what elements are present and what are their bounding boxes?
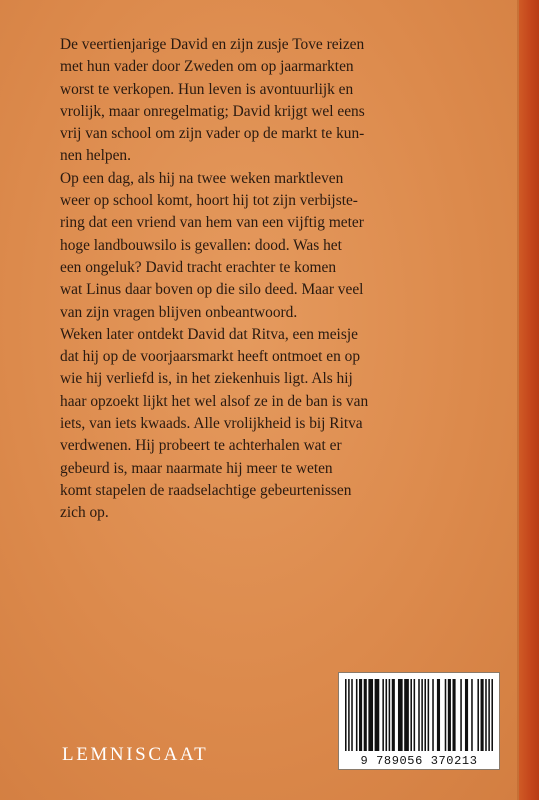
blurb-line: Op een dag, als hij na twee weken marktleven <box>60 169 344 187</box>
barcode-bar <box>481 679 484 751</box>
barcode-bar <box>389 679 391 751</box>
blurb-line: De veertienjarige David en zijn zusje Tove reizen <box>60 36 365 53</box>
barcode-bar <box>421 679 423 751</box>
barcode-bar <box>368 679 373 751</box>
barcode-bar <box>404 679 409 751</box>
barcode-bar <box>348 679 350 751</box>
barcode-bar <box>410 679 412 751</box>
barcode-bar <box>392 679 395 751</box>
blurb-line: gebeurd is, maar naarmate hij meer te weten <box>60 459 333 477</box>
barcode-bar <box>460 679 462 751</box>
blurb-line: zich op. <box>60 504 109 522</box>
barcode-bars <box>345 679 493 751</box>
barcode-bar <box>351 679 353 751</box>
barcode-bar <box>477 679 479 751</box>
barcode-bar <box>471 679 473 751</box>
blurb-line: worst te verkopen. Hun leven is avontuurlijk en <box>60 80 354 98</box>
blurb-line: iets, van iets kwaads. Alle vrolijkheid is bij Ritva <box>60 415 363 433</box>
blurb-line: van zijn vragen blijven onbeantwoord. <box>60 303 298 321</box>
barcode-bar <box>356 679 358 751</box>
blurb-line: vrolijk, maar onregelmatig; David krijgt wel eens <box>60 102 365 120</box>
blurb-line: wie hij verliefd is, in het ziekenhuis ligt. Als hij <box>60 370 353 388</box>
blurb-paragraph-1 <box>60 34 490 168</box>
blurb-line: een ongeluk? David tracht erachter te komen <box>60 258 337 276</box>
barcode-bar <box>424 679 426 751</box>
blurb-line: ring dat een vriend van hem van een vijftig meter <box>60 214 364 232</box>
barcode-bar <box>465 679 468 751</box>
barcode-bar <box>386 679 388 751</box>
barcode-bar <box>437 679 440 751</box>
isbn-number: 9 789056 370213 <box>360 754 478 768</box>
barcode-bar <box>445 679 447 751</box>
barcode-bar <box>398 679 403 751</box>
blurb-line: dat hij op de voorjaarsmarkt heeft ontmoet en op <box>60 348 361 366</box>
barcode-bar <box>375 679 380 751</box>
blurb-line: Weken later ontdekt David dat Ritva, een meisje <box>60 325 358 343</box>
blurb-line: vrij van school om zijn vader op de markt te kun- <box>60 125 365 143</box>
blurb-paragraph-3 <box>60 324 490 525</box>
barcode-bar <box>382 679 384 751</box>
blurb-line: nen helpen. <box>60 147 131 165</box>
blurb-line: wat Linus daar boven op die silo deed. Maar veel <box>60 281 364 299</box>
blurb-text <box>60 34 490 525</box>
barcode-bar <box>428 679 430 751</box>
barcode-bar <box>491 679 493 751</box>
blurb-paragraph-2 <box>60 168 490 324</box>
publisher-logo: LEMNISCAAT <box>62 744 209 765</box>
blurb-line: met hun vader door Zweden om op jaarmarkten <box>60 58 354 76</box>
book-spine <box>519 0 539 800</box>
barcode-bar <box>414 679 416 751</box>
blurb-line: weer op school komt, hoort hij tot zijn verbijste- <box>60 192 358 210</box>
barcode-bar <box>448 679 451 751</box>
barcode-bar <box>452 679 455 751</box>
blurb-line: hoge landbouwsilo is gevallen: dood. Was het <box>60 236 342 254</box>
barcode-bar <box>432 679 434 751</box>
blurb-line: haar opzoekt lijkt het wel alsof ze in de ban is van <box>60 392 369 410</box>
barcode-bar <box>485 679 487 751</box>
barcode-bar <box>345 679 347 751</box>
barcode-bar <box>488 679 490 751</box>
blurb-line: komt stapelen de raadselachtige gebeurtenissen <box>60 481 352 499</box>
barcode-bar <box>364 679 367 751</box>
barcode-bar <box>359 679 362 751</box>
barcode-bar <box>418 679 420 751</box>
isbn-barcode <box>338 672 500 770</box>
blurb-line: verdwenen. Hij probeert te achterhalen wat er <box>60 437 342 455</box>
